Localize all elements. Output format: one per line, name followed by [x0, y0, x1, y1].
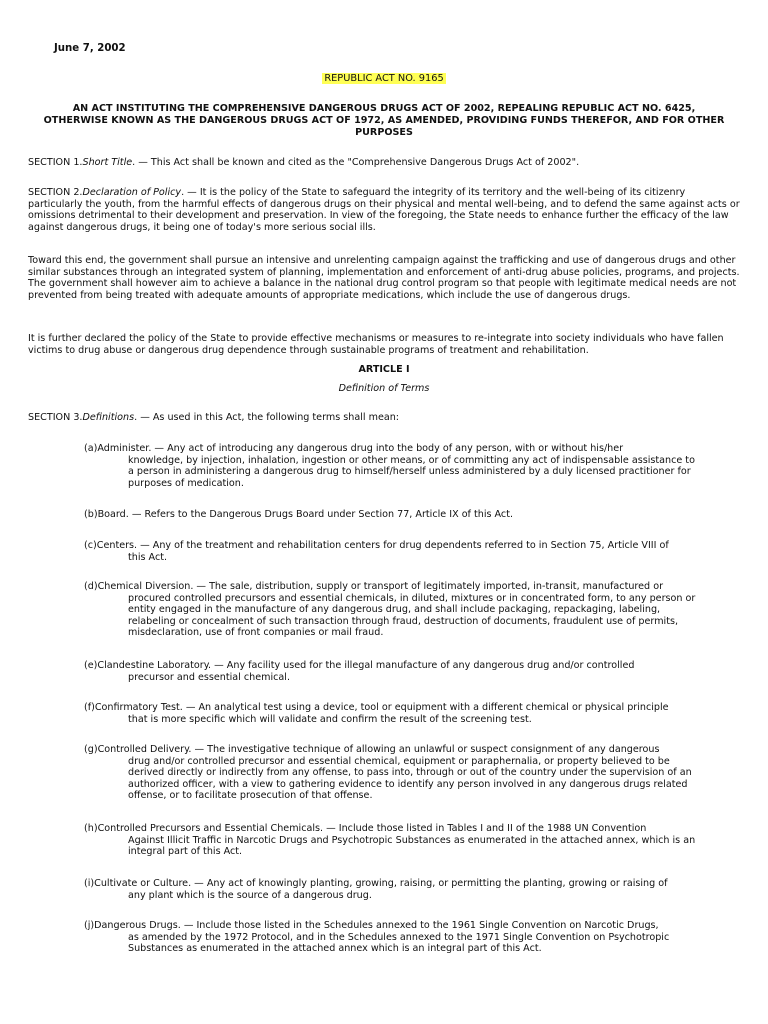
- section-3-heading: Definitions: [82, 412, 135, 423]
- section-2: [28, 187, 740, 233]
- paragraph-further-declared: It is further declared the policy of the State to provide effective mechanisms or measures to re-integrate into society individuals who have fallen victims to drug abuse or dangerous drug dependence through sustainable programs of treatment and rehabilitation.: [28, 333, 724, 356]
- definition-item: [84, 920, 700, 955]
- section-3: [28, 412, 740, 424]
- republic-act-number: REPUBLIC ACT NO. 9165: [324, 73, 444, 84]
- definition-item: [84, 581, 700, 639]
- definition-continuation: procured controlled precursors and essential chemicals, in diluted, mixtures or in concentrated form, to any person or entity engaged in the manufacture of any dangerous drug, and shall include packaging, repackaging, labeling, relabeling or concealment of such transaction through fraud, destruction of documents, fraudulent use of permits, misdeclaration, use of front companies or mail fraud.: [128, 592, 696, 639]
- section-1-text: . — This Act shall be known and cited as the "Comprehensive Dangerous Drugs Act of 2002".: [132, 157, 580, 168]
- definition-first-line: (d)Chemical Diversion. — The sale, distribution, supply or transport of legitimately imported, in-transit, manufactured or: [84, 581, 664, 592]
- definition-continuation: this Act.: [128, 551, 168, 563]
- definition-first-line: (g)Controlled Delivery. — The investigative technique of allowing an unlawful or suspect consignment of any dangerous: [84, 744, 660, 755]
- section-2-text: . — It is the policy of the State to safeguard the integrity of its territory and the well-being of its citizenry particularly the youth, from the harmful effects of dangerous drugs on their physical and mental well-being, and to defend the same against acts or omissions detrimental to their development and preservation. In view of the foregoing, the State needs to enhance further the efficacy of the law against dangerous drugs, it being one of today's more serious social ills.: [28, 187, 740, 233]
- definition-first-line: (c)Centers. — Any of the treatment and rehabilitation centers for drug dependents referred to in Section 75, Article VIII of: [84, 540, 669, 551]
- definition-continuation: as amended by the 1972 Protocol, and in the Schedules annexed to the 1971 Single Convention on Psychotropic Substances as enumerated in the attached annex which is an integral part of this Act.: [128, 931, 670, 955]
- section-2-label: SECTION 2.: [28, 187, 83, 198]
- section-1-heading: Short Title: [82, 157, 133, 168]
- article-subtitle: Definition of Terms: [338, 383, 430, 394]
- definition-first-line: (f)Confirmatory Test. — An analytical test using a device, tool or equipment with a different chemical or physical principle: [84, 702, 669, 713]
- definition-item: [84, 702, 700, 725]
- definition-item: [84, 443, 700, 489]
- definition-first-line: (e)Clandestine Laboratory. — Any facility used for the illegal manufacture of any dangerous drug and/or controlled: [84, 660, 635, 671]
- section-1: [28, 157, 740, 169]
- act-title: AN ACT INSTITUTING THE COMPREHENSIVE DANGEROUS DRUGS ACT OF 2002, REPEALING REPUBLIC ACT NO. 6425, OTHERWISE KNOWN AS THE DANGEROUS DRUGS ACT OF 1972, AS AMENDED, PROVIDING FUNDS THEREFOR, AND FOR OTHER PURPOSES: [43, 103, 725, 138]
- definition-item: [84, 660, 700, 683]
- definition-first-line: (h)Controlled Precursors and Essential Chemicals. — Include those listed in Tables I and II of the 1988 UN Convention: [84, 823, 647, 834]
- definition-item: [84, 540, 700, 563]
- definition-continuation: knowledge, by injection, inhalation, ingestion or other means, or of committing any act of indispensable assistance to a person in administering a dangerous drug to himself/herself unless administered by a duly licensed practitioner for purposes of medication.: [128, 454, 695, 489]
- definition-first-line: (j)Dangerous Drugs. — Include those listed in the Schedules annexed to the 1961 Single Convention on Narcotic Drugs,: [84, 920, 659, 931]
- article-title: ARTICLE I: [358, 364, 410, 375]
- definition-continuation: any plant which is the source of a dangerous drug.: [128, 889, 372, 901]
- definition-first-line: (i)Cultivate or Culture. — Any act of knowingly planting, growing, raising, or permitting the planting, growing or raising of: [84, 878, 668, 889]
- definition-first-line: (b)Board. — Refers to the Dangerous Drugs Board under Section 77, Article IX of this Act.: [84, 509, 514, 520]
- definition-continuation: precursor and essential chemical.: [128, 671, 291, 683]
- section-3-label: SECTION 3.: [28, 412, 83, 423]
- definition-item: [84, 744, 700, 802]
- definition-item: [84, 509, 700, 521]
- definition-item: [84, 823, 700, 858]
- definition-item: [84, 878, 700, 901]
- paragraph-toward-this-end: Toward this end, the government shall pursue an intensive and unrelenting campaign against the trafficking and use of dangerous drugs and other similar substances through an integrated system of planning, implementation and enforcement of anti-drug abuse policies, programs, and projects. The government shall however aim to achieve a balance in the national drug control program so that people with legitimate medical needs are not prevented from being treated with adequate amounts of appropriate medications, which include the use of dangerous drugs.: [28, 255, 740, 301]
- definition-continuation: drug and/or controlled precursor and essential chemical, equipment or paraphernalia, or property believed to be derived directly or indirectly from any offense, to pass into, through or out of the country under the supervision of an authorized officer, with a view to gathering evidence to identify any person involved in any dangerous drugs related offense, or to facilitate prosecution of that offense.: [128, 755, 692, 802]
- document-date: June 7, 2002: [54, 43, 126, 54]
- definition-continuation: Against Illicit Traffic in Narcotic Drugs and Psychotropic Substances as enumerated in the attached annex, which is an integral part of this Act.: [128, 834, 696, 858]
- definition-continuation: that is more specific which will validate and confirm the result of the screening test.: [128, 713, 532, 725]
- republic-act-heading: [0, 73, 768, 85]
- definition-first-line: (a)Administer. — Any act of introducing any dangerous drug into the body of any person, with or without his/her: [84, 443, 624, 454]
- section-1-label: SECTION 1.: [28, 157, 83, 168]
- section-3-text: . — As used in this Act, the following terms shall mean:: [134, 412, 400, 423]
- section-2-heading: Declaration of Policy: [82, 187, 182, 198]
